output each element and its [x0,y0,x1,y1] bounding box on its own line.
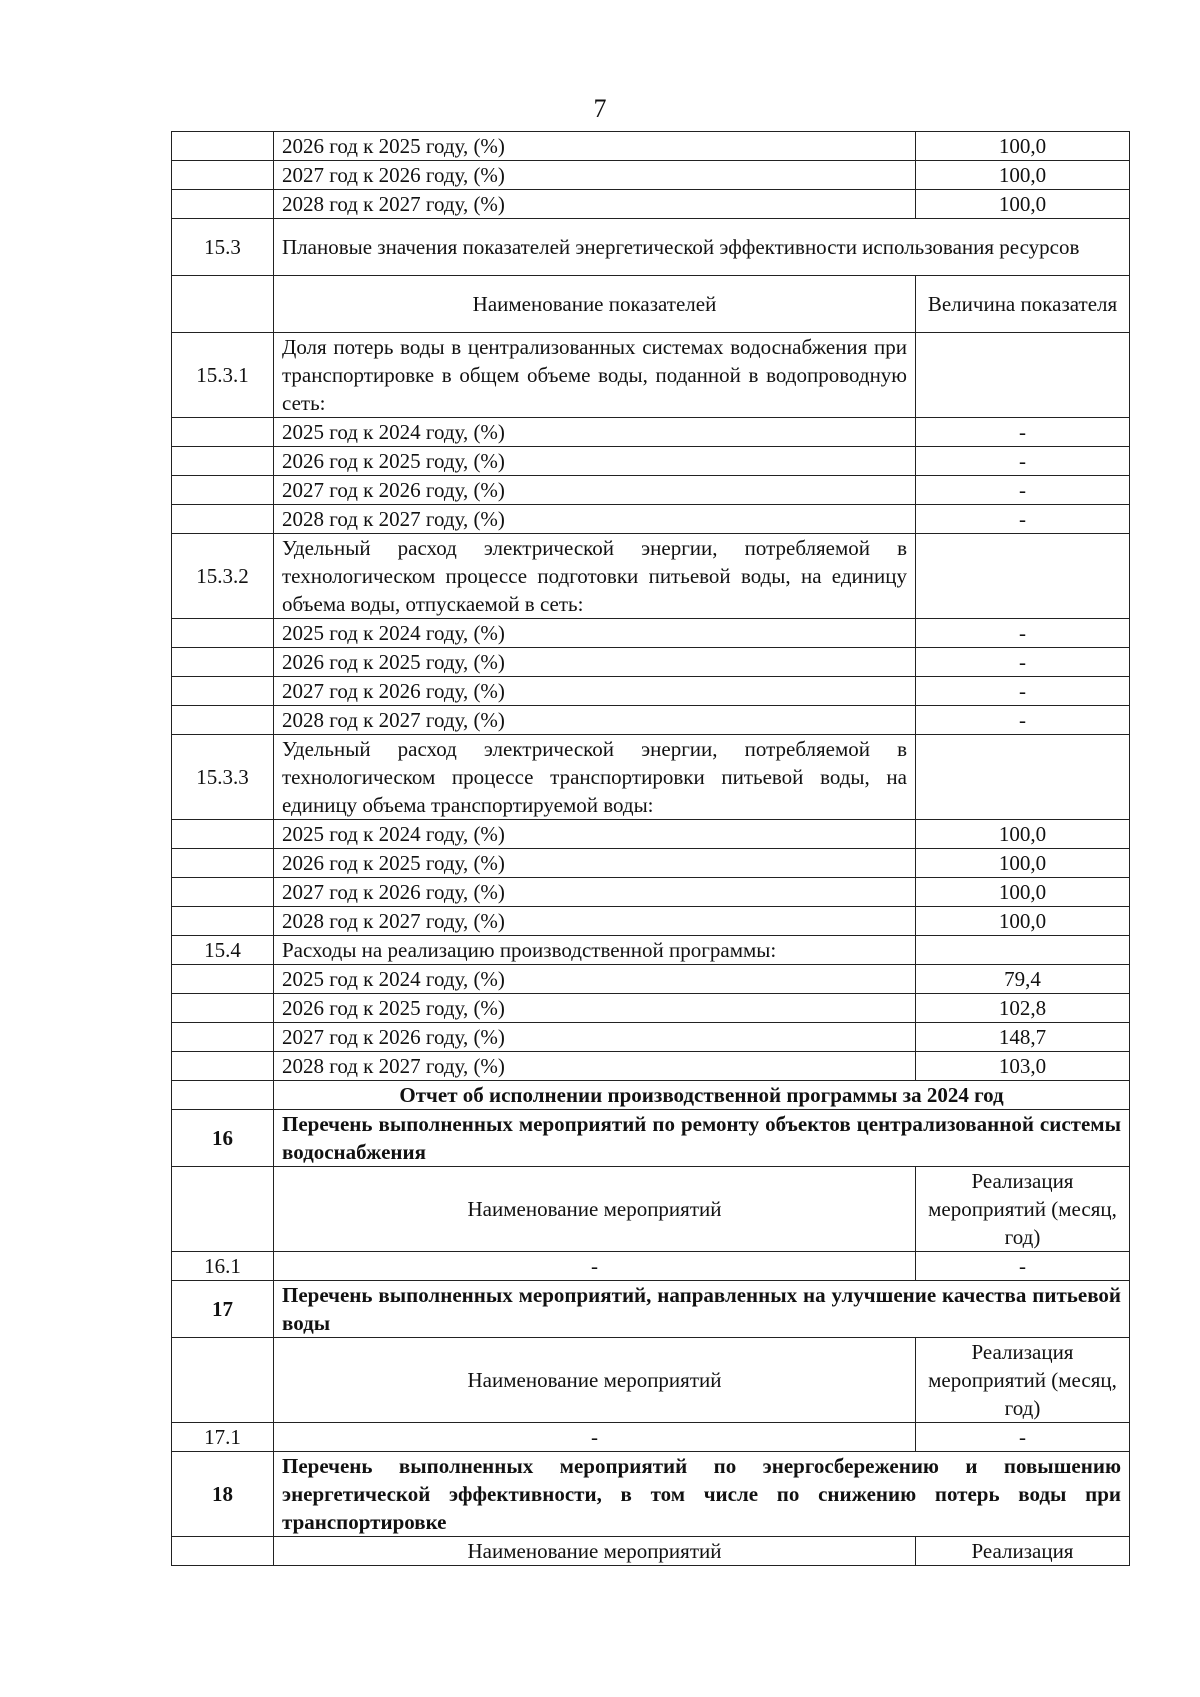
table-row [172,1023,1130,1052]
row-number [172,190,274,219]
table-row [172,849,1130,878]
header-measure-name: Наименование мероприятий [274,1338,916,1423]
row-number [172,907,274,936]
row-label: 2026 год к 2025 году, (%) [274,849,916,878]
row-value [916,534,1130,619]
row-value: 100,0 [916,820,1130,849]
row-label: Удельный расход электрической энергии, потребляемой в технологическом процессе подготовки питьевой воды, на единицу объема воды, отпускаемой в сеть: [274,534,916,619]
row-label: - [274,1423,916,1452]
table-row [172,994,1130,1023]
header-measure-implementation: Реализация мероприятий (месяц, год) [916,1167,1130,1252]
header-indicator-name: Наименование показателей [274,276,916,333]
header-number-cell [172,1167,274,1252]
row-label: 2026 год к 2025 году, (%) [274,447,916,476]
row-number: 15.3.3 [172,735,274,820]
table-row [172,333,1130,418]
section-row-18 [172,1452,1130,1537]
table-row [172,907,1130,936]
table-row [172,447,1130,476]
row-number: 15.3.2 [172,534,274,619]
header-row [172,1537,1130,1566]
header-number-cell [172,1537,274,1566]
header-row [172,1167,1130,1252]
table-row [172,677,1130,706]
section-row-17 [172,1281,1130,1338]
row-number [172,505,274,534]
row-label: Расходы на реализацию производственной программы: [274,936,916,965]
table-row [172,132,1130,161]
row-value: - [916,418,1130,447]
row-label: 2025 год к 2024 году, (%) [274,820,916,849]
row-label: 2028 год к 2027 году, (%) [274,706,916,735]
row-value: - [916,706,1130,735]
row-label: 2028 год к 2027 году, (%) [274,1052,916,1081]
row-number [172,994,274,1023]
row-number [172,476,274,505]
table-row [172,1052,1130,1081]
row-value [916,735,1130,820]
header-measure-name: Наименование мероприятий [274,1167,916,1252]
row-value: - [916,476,1130,505]
row-number: 17.1 [172,1423,274,1452]
row-number [172,878,274,907]
row-value [916,333,1130,418]
table-row [172,534,1130,619]
row-value: - [916,1423,1130,1452]
report-heading-row [172,1081,1130,1110]
row-value: 100,0 [916,161,1130,190]
table-row [172,936,1130,965]
row-number [172,161,274,190]
row-value: 100,0 [916,190,1130,219]
header-row [172,276,1130,333]
row-label: 2025 год к 2024 году, (%) [274,965,916,994]
row-value: 148,7 [916,1023,1130,1052]
table-row [172,965,1130,994]
table-row [172,418,1130,447]
row-number [172,132,274,161]
table-row [172,619,1130,648]
row-number: 15.4 [172,936,274,965]
header-row [172,1338,1130,1423]
row-number [172,1052,274,1081]
section-title: Перечень выполненных мероприятий по ремонту объектов централизованной системы водоснабжения [274,1110,1130,1167]
indicators-table [171,131,1130,1566]
header-indicator-value: Величина показателя [916,276,1130,333]
table-row [172,878,1130,907]
row-number [172,706,274,735]
table-row [172,735,1130,820]
row-value: - [916,648,1130,677]
row-number [172,447,274,476]
row-value: - [916,447,1130,476]
row-label: 2028 год к 2027 году, (%) [274,190,916,219]
row-label: 2026 год к 2025 году, (%) [274,132,916,161]
row-label: 2025 год к 2024 году, (%) [274,619,916,648]
section-title: Плановые значения показателей энергетической эффективности использования ресурсов [274,219,1130,276]
row-label: 2025 год к 2024 году, (%) [274,418,916,447]
row-label: 2028 год к 2027 году, (%) [274,907,916,936]
row-value: 100,0 [916,878,1130,907]
row-number: 16.1 [172,1252,274,1281]
row-number [172,418,274,447]
table-row [172,1252,1130,1281]
row-value: - [916,1252,1130,1281]
section-row-16 [172,1110,1130,1167]
header-measure-implementation: Реализация [916,1537,1130,1566]
row-value: 100,0 [916,907,1130,936]
header-number-cell [172,276,274,333]
row-label: 2026 год к 2025 году, (%) [274,648,916,677]
section-number: 17 [172,1281,274,1338]
table-row [172,820,1130,849]
page-number: 7 [593,94,607,123]
section-title: Перечень выполненных мероприятий, направленных на улучшение качества питьевой воды [274,1281,1130,1338]
header-number-cell [172,1338,274,1423]
row-value [916,936,1130,965]
row-number: 15.3.1 [172,333,274,418]
table-row [172,161,1130,190]
report-heading: Отчет об исполнении производственной программы за 2024 год [274,1081,1130,1110]
row-number [172,648,274,677]
report-heading-number [172,1081,274,1110]
row-value: 79,4 [916,965,1130,994]
row-label: 2027 год к 2026 году, (%) [274,476,916,505]
row-label: 2028 год к 2027 году, (%) [274,505,916,534]
header-measure-implementation: Реализация мероприятий (месяц, год) [916,1338,1130,1423]
section-number: 18 [172,1452,274,1537]
row-value: - [916,619,1130,648]
table-row [172,1423,1130,1452]
row-label: 2026 год к 2025 году, (%) [274,994,916,1023]
section-number: 15.3 [172,219,274,276]
row-number [172,965,274,994]
row-label: Удельный расход электрической энергии, потребляемой в технологическом процессе транспортировки питьевой воды, на единицу объема транспортируемой воды: [274,735,916,820]
row-number [172,619,274,648]
row-value: - [916,677,1130,706]
row-label: 2027 год к 2026 году, (%) [274,878,916,907]
row-label: 2027 год к 2026 году, (%) [274,677,916,706]
row-label: - [274,1252,916,1281]
row-number [172,1023,274,1052]
header-measure-name: Наименование мероприятий [274,1537,916,1566]
row-number [172,677,274,706]
table-row [172,706,1130,735]
row-value: 100,0 [916,132,1130,161]
row-label: 2027 год к 2026 году, (%) [274,161,916,190]
row-value: 100,0 [916,849,1130,878]
table-row [172,476,1130,505]
row-value: - [916,505,1130,534]
row-number [172,820,274,849]
section-number: 16 [172,1110,274,1167]
table-row [172,505,1130,534]
section-row-15-3 [172,219,1130,276]
row-number [172,849,274,878]
row-value: 102,8 [916,994,1130,1023]
section-title: Перечень выполненных мероприятий по энергосбережению и повышению энергетической эффективности, в том числе по снижению потерь воды при транспортировке [274,1452,1130,1537]
row-label: Доля потерь воды в централизованных системах водоснабжения при транспортировке в общем объеме воды, поданной в водопроводную сеть: [274,333,916,418]
table-row [172,190,1130,219]
row-label: 2027 год к 2026 году, (%) [274,1023,916,1052]
row-value: 103,0 [916,1052,1130,1081]
table-row [172,648,1130,677]
